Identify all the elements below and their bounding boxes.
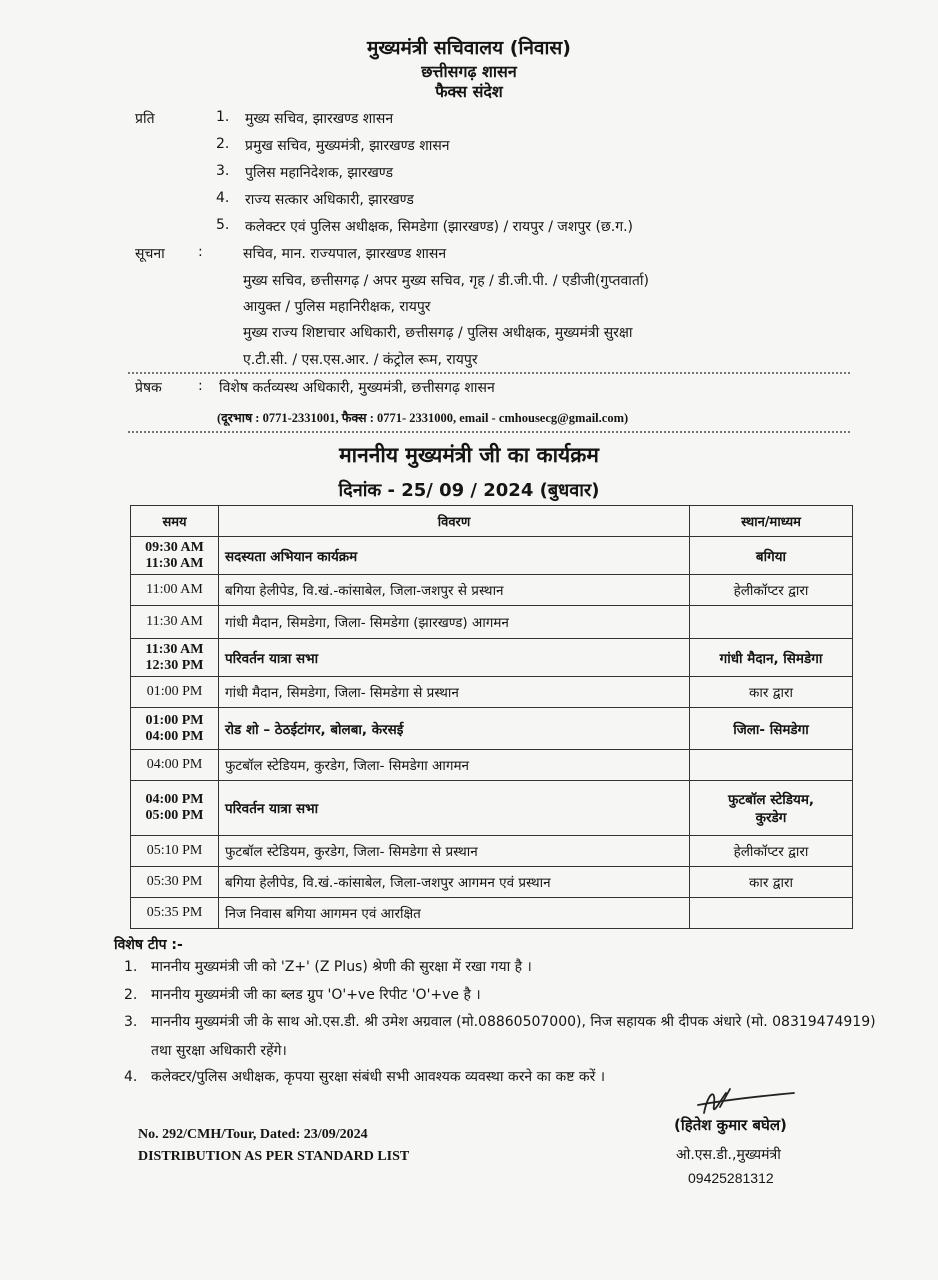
place-cell <box>690 677 853 708</box>
place-line: बगिया <box>755 548 787 565</box>
fax-message-title: फैक्स संदेश <box>435 82 503 101</box>
prati-num: 1. <box>216 109 230 125</box>
details-cell: फुटबॉल स्टेडियम, कुरडेग, जिला- सिमडेगा आगमन <box>219 750 690 781</box>
time-start: 04:00 PM <box>146 757 203 772</box>
programme-date: दिनांक - 25/ 09 / 2024 (बुधवार) <box>338 480 600 501</box>
time-start: 01:00 PM <box>145 712 204 728</box>
table-row <box>131 606 853 639</box>
place-line: कुरडेग <box>755 810 787 826</box>
note-number: 4. <box>124 1069 138 1085</box>
table-row <box>131 677 853 708</box>
suchna-label: सूचना <box>135 246 165 262</box>
suchna-colon: : <box>198 244 203 260</box>
header-details: विवरण <box>219 506 690 537</box>
prati-num: 3. <box>216 163 230 179</box>
note-item <box>124 953 884 982</box>
prati-item: पुलिस महानिदेशक, झारखण्ड <box>245 165 393 181</box>
note-text: कलेक्टर/पुलिस अधीक्षक, कृपया सुरक्षा संबंधी सभी आवश्यक व्यवस्था करने का कष्ट करें । <box>151 1069 606 1085</box>
note-text: माननीय मुख्यमंत्री जी का ब्लड ग्रुप 'O'+ve रिपीट 'O'+ve है । <box>151 987 481 1003</box>
details-cell: बगिया हेलीपेड, वि.खं.-कांसाबेल, जिला-जशपुर आगमन एवं प्रस्थान <box>219 867 690 898</box>
details-cell: निज निवास बगिया आगमन एवं आरक्षित <box>219 898 690 929</box>
prati-item: राज्य सत्कार अधिकारी, झारखण्ड <box>245 192 414 208</box>
time-cell <box>131 750 219 781</box>
place-cell <box>690 708 853 750</box>
time-end: 11:30 AM <box>145 555 204 571</box>
time-cell <box>131 867 219 898</box>
time-start: 11:30 AM <box>146 614 203 629</box>
time-cell <box>131 836 219 867</box>
place-cell <box>690 537 853 575</box>
time-cell <box>131 639 219 677</box>
place-line: हेलीकॉप्टर द्वारा <box>733 583 809 599</box>
place-cell <box>690 575 853 606</box>
prati-num: 2. <box>216 136 230 152</box>
prati-label: प्रति <box>135 111 155 127</box>
table-row <box>131 898 853 929</box>
note-text: माननीय मुख्यमंत्री जी के साथ ओ.एस.डी. श्री उमेश अग्रवाल (मो.08860507000), निज सहायक श्री दीपक अंधारे (मो. 08319474919) तथा सुरक्षा अधिकारी रहेंगे। <box>151 1014 876 1059</box>
place-line: जिला- सिमडेगा <box>733 721 809 738</box>
place-cell <box>690 781 853 836</box>
place-cell <box>690 836 853 867</box>
schedule-table <box>130 505 853 929</box>
place-line: कार द्वारा <box>749 875 793 891</box>
signatory-phone: 09425281312 <box>688 1170 774 1186</box>
place-cell <box>690 867 853 898</box>
time-cell <box>131 606 219 639</box>
place-line: गांधी मैदान, सिमडेगा <box>719 650 823 667</box>
suchna-line: आयुक्त / पुलिस महानिरीक्षक, रायपुर <box>243 299 431 315</box>
divider <box>128 431 850 433</box>
time-start: 05:35 PM <box>146 905 203 920</box>
special-notes-title: विशेष टीप :- <box>114 937 183 953</box>
details-cell: बगिया हेलीपेड, वि.खं.-कांसाबेल, जिला-जशपुर से प्रस्थान <box>219 575 690 606</box>
time-end: 04:00 PM <box>145 728 204 744</box>
reference-number: No. 292/CMH/Tour, Dated: 23/09/2024 <box>138 1127 368 1142</box>
time-cell <box>131 575 219 606</box>
suchna-line: मुख्य राज्य शिष्टाचार अधिकारी, छत्तीसगढ़ / पुलिस अधीक्षक, मुख्यमंत्री सुरक्षा <box>243 325 633 341</box>
time-start: 05:30 PM <box>146 874 203 889</box>
table-row <box>131 750 853 781</box>
suchna-line: ए.टी.सी. / एस.एस.आर. / कंट्रोल रूम, रायपुर <box>243 352 478 368</box>
suchna-line: सचिव, मान. राज्यपाल, झारखण्ड शासन <box>243 246 447 262</box>
place-cell <box>690 750 853 781</box>
preshak-text: विशेष कर्तव्यस्थ अधिकारी, मुख्यमंत्री, छत्तीसगढ़ शासन <box>219 380 495 396</box>
preshak-label: प्रेषक <box>135 380 162 396</box>
time-cell <box>131 677 219 708</box>
table-row <box>131 639 853 677</box>
government-title: छत्तीसगढ़ शासन <box>421 62 517 81</box>
time-cell <box>131 898 219 929</box>
time-start: 11:30 AM <box>145 641 204 657</box>
office-title: मुख्यमंत्री सचिवालय (निवास) <box>367 37 571 59</box>
table-row <box>131 867 853 898</box>
prati-item: कलेक्टर एवं पुलिस अधीक्षक, सिमडेगा (झारखण्ड) / रायपुर / जशपुर (छ.ग.) <box>245 219 633 235</box>
time-start: 09:30 AM <box>145 539 204 555</box>
details-cell: गांधी मैदान, सिमडेगा, जिला- सिमडेगा से प्रस्थान <box>219 677 690 708</box>
time-end: 05:00 PM <box>145 808 204 823</box>
note-item <box>124 1008 884 1066</box>
suchna-line: मुख्य सचिव, छत्तीसगढ़ / अपर मुख्य सचिव, गृह / डी.जी.पी. / एडीजी(गुप्तवार्ता) <box>243 273 649 289</box>
prati-num: 4. <box>216 190 230 206</box>
time-start: 05:10 PM <box>146 843 203 858</box>
note-text: माननीय मुख्यमंत्री जी को 'Z+' (Z Plus) श्रेणी की सुरक्षा में रखा गया है । <box>151 959 532 975</box>
note-number: 2. <box>124 987 138 1003</box>
table-row <box>131 708 853 750</box>
preshak-colon: : <box>198 378 203 394</box>
header-place: स्थान/माध्यम <box>690 506 853 537</box>
note-number: 3. <box>124 1014 138 1030</box>
note-number: 1. <box>124 959 138 975</box>
distribution-note: DISTRIBUTION AS PER STANDARD LIST <box>138 1149 410 1164</box>
divider <box>128 372 850 374</box>
place-cell <box>690 898 853 929</box>
place-cell <box>690 606 853 639</box>
note-item <box>124 981 884 1010</box>
signatory-name: (हितेश कुमार बघेल) <box>674 1116 787 1134</box>
time-start: 11:00 AM <box>146 582 203 597</box>
time-end: 12:30 PM <box>145 657 204 673</box>
table-header-row <box>131 506 853 537</box>
place-line: कार द्वारा <box>749 685 793 701</box>
details-cell: रोड शो – ठेठईटांगर, बोलबा, केरसई <box>219 708 690 750</box>
time-cell <box>131 781 219 836</box>
details-cell: सदस्यता अभियान कार्यक्रम <box>219 537 690 575</box>
signatory-designation: ओ.एस.डी.,मुख्यमंत्री <box>676 1147 781 1163</box>
table-row <box>131 575 853 606</box>
table-row <box>131 836 853 867</box>
table-row <box>131 781 853 836</box>
details-cell: गांधी मैदान, सिमडेगा, जिला- सिमडेगा (झारखण्ड) आगमन <box>219 606 690 639</box>
time-cell <box>131 708 219 750</box>
details-cell: परिवर्तन यात्रा सभा <box>219 781 690 836</box>
time-start: 01:00 PM <box>146 684 203 699</box>
details-cell: परिवर्तन यात्रा सभा <box>219 639 690 677</box>
contact-details: (दूरभाष : 0771-2331001, फैक्स : 0771- 2331000, email - cmhousecg@gmail.com) <box>217 411 629 425</box>
place-cell <box>690 639 853 677</box>
time-start: 04:00 PM <box>145 792 204 807</box>
programme-title: माननीय मुख्यमंत्री जी का कार्यक्रम <box>339 443 599 467</box>
details-cell: फुटबॉल स्टेडियम, कुरडेग, जिला- सिमडेगा से प्रस्थान <box>219 836 690 867</box>
place-line: फुटबॉल स्टेडियम, <box>727 792 815 808</box>
prati-item: मुख्य सचिव, झारखण्ड शासन <box>245 111 394 127</box>
time-cell <box>131 537 219 575</box>
table-row <box>131 537 853 575</box>
place-line: हेलीकॉप्टर द्वारा <box>733 844 809 860</box>
header-time: समय <box>131 506 219 537</box>
prati-item: प्रमुख सचिव, मुख्यमंत्री, झारखण्ड शासन <box>245 138 450 154</box>
prati-num: 5. <box>216 217 230 233</box>
